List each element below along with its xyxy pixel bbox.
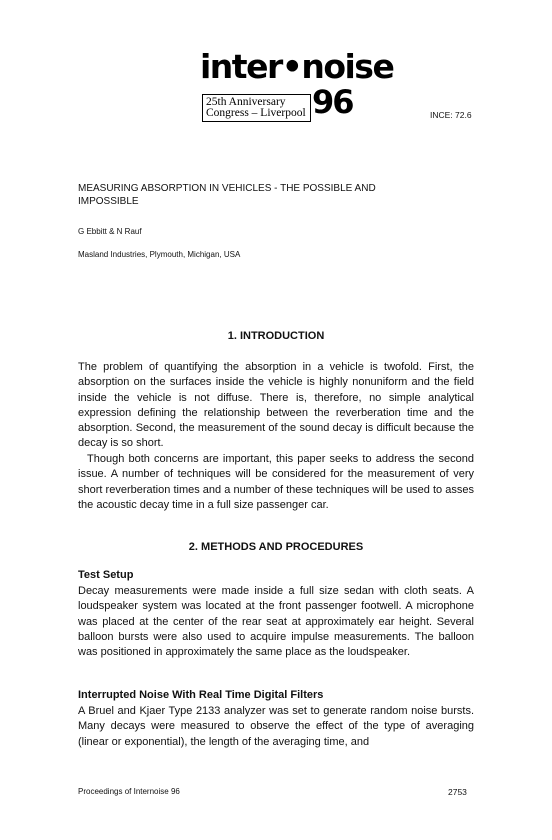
paper-title: MEASURING ABSORPTION IN VEHICLES - THE POSSIBLE AND IMPOSSIBLE [78,183,376,207]
intro-paragraph-2: Though both concerns are important, this paper seeks to address the second issue. A number of techniques will be considered for the measurement of very short reverberation times and a number of these techniques will be used to asses the acoustic decay time in a full size passenger car. [78,453,474,511]
logo-wordmark: inter•noise [200,47,394,86]
intro-paragraph-1: The problem of quantifying the absorption in a vehicle is twofold. First, the absorption on the surfaces inside the vehicle is highly nonuniform and the field inside the vehicle is not diffuse. There is, therefore, no simple analytical expression defining the relationship between the reverberation time and the absorption. Second, the measurement of the sound decay is difficult because the decay is so short. [78,361,474,450]
logo-congress-line: Congress – Liverpool [206,107,306,119]
subheading-test-setup: Test Setup [78,569,134,581]
footer-proceedings: Proceedings of Internoise 96 [78,787,180,796]
interrupted-noise-paragraph: A Bruel and Kjaer Type 2133 analyzer was set to generate random noise bursts. Many decays were measured to observe the effect of the type of averaging (linear or exponential), the length of the averaging time, and [78,705,474,748]
paper-affiliation: Masland Industries, Plymouth, Michigan, USA [78,250,241,259]
paper-authors: G Ebbitt & N Rauf [78,227,142,236]
logo-anniversary-box [202,94,311,122]
page-number: 2753 [448,787,467,797]
ince-code: INCE: 72.6 [430,110,472,120]
subheading-interrupted-noise: Interrupted Noise With Real Time Digital Filters [78,689,324,701]
test-setup-paragraph: Decay measurements were made inside a full size sedan with cloth seats. A loudspeaker system was located at the front passenger footwell. A microphone was placed at the center of the rear seat at approximately ear height. Several balloon bursts were also used to acquire impulse measurements. The balloon was positioned in approximately the same place as the loudspeaker. [78,585,474,659]
logo-anniversary-line: 25th Anniversary [206,96,286,108]
conference-logo [200,47,394,130]
section-heading-introduction: 1. INTRODUCTION [227,330,325,342]
logo-year: 96 [312,83,353,121]
section-heading-methods: 2. METHODS AND PROCEDURES [188,541,364,553]
